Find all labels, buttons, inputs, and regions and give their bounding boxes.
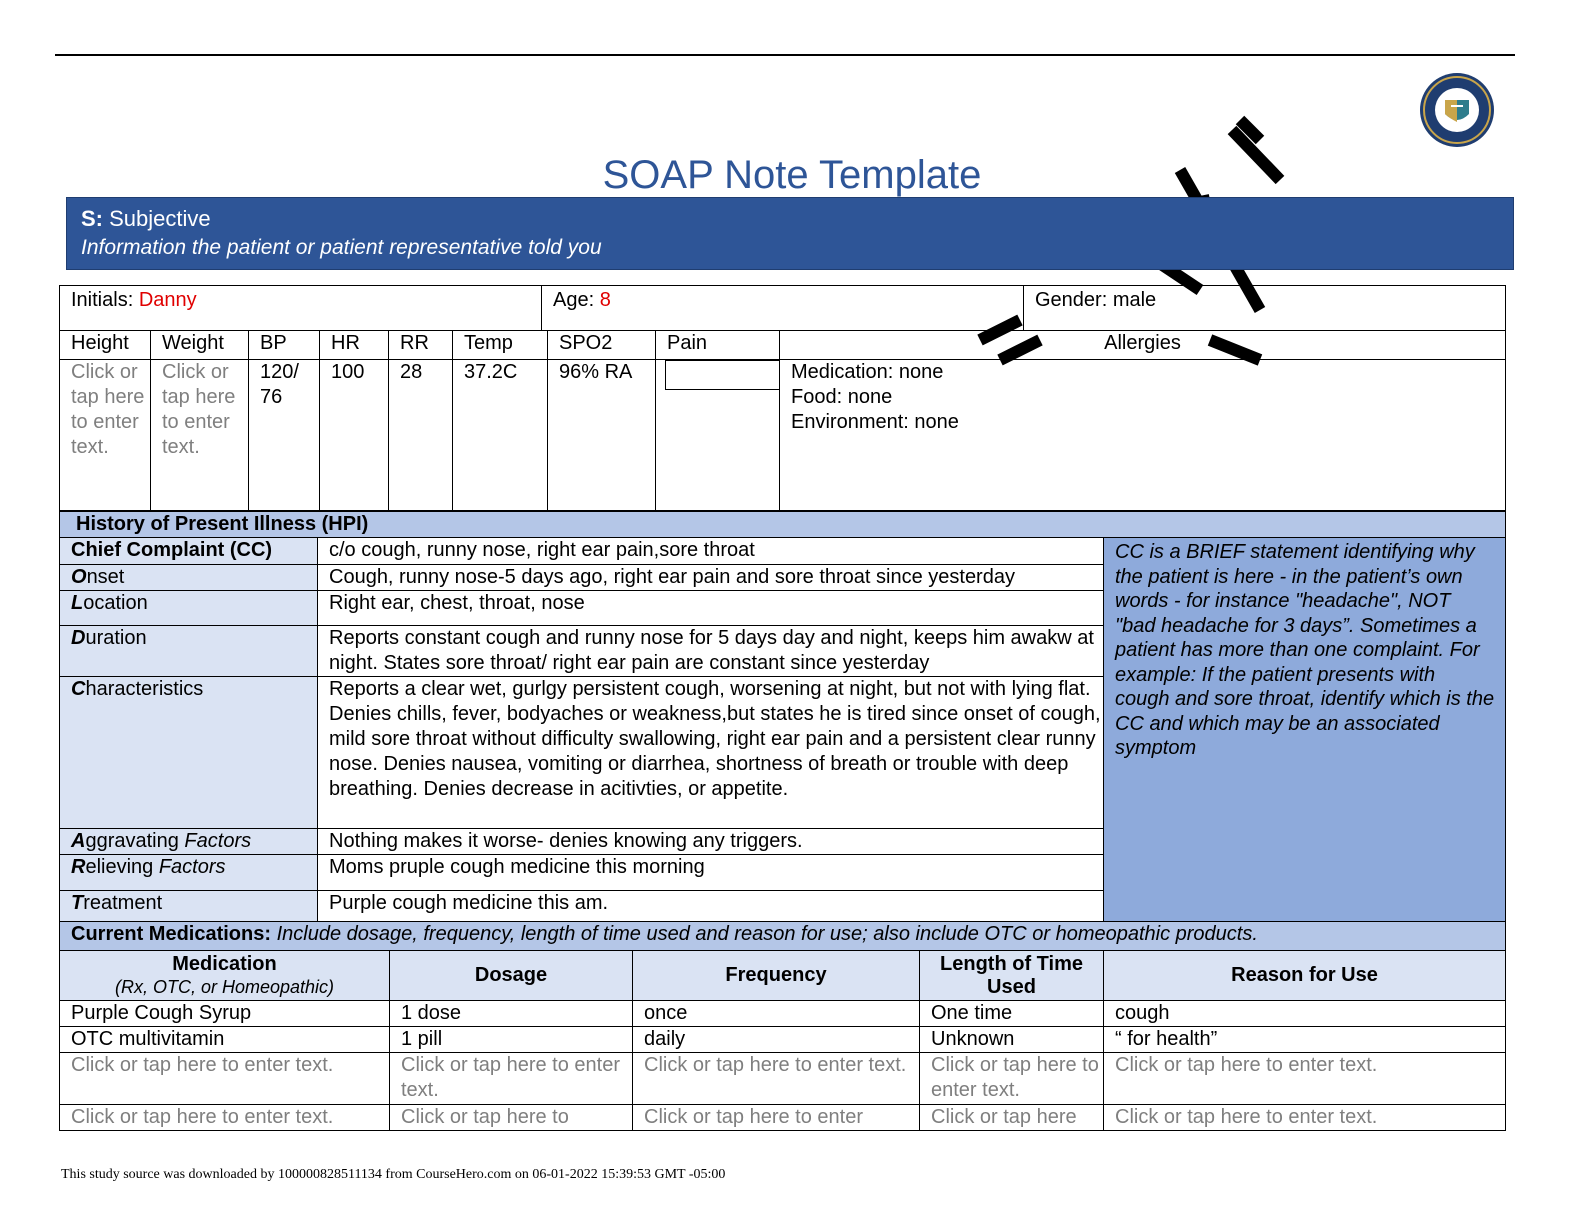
vitals-table	[59, 330, 1506, 511]
initials-field[interactable]: Initials: Danny	[60, 286, 542, 331]
allergies-value[interactable]	[780, 360, 1506, 511]
aggravating-value[interactable]: Nothing makes it worse- denies knowing any triggers.	[318, 829, 1104, 855]
medication-input[interactable]: Click or tap here to enter text.	[60, 1105, 390, 1131]
rr-header: RR	[389, 331, 453, 360]
duration-value[interactable]: Reports constant cough and runny nose for 5 days day and night, keeps him awakw at night. States sore throat/ right ear pain are constant since yesterday	[318, 626, 1104, 677]
top-rule	[55, 54, 1515, 56]
initials-value: Danny	[138, 289, 197, 311]
table-row	[60, 1001, 1506, 1027]
length-input[interactable]: Click or tap here to enter text.	[920, 1053, 1104, 1105]
relieving-value[interactable]: Moms pruple cough medicine this morning	[318, 855, 1104, 891]
reason-input[interactable]: Click or tap here to enter text.	[1104, 1105, 1506, 1131]
weight-input[interactable]: Click or tap here to enter text.	[151, 360, 249, 511]
reason-cell[interactable]: “ for health”	[1104, 1027, 1506, 1053]
medication-cell[interactable]: OTC multivitamin	[60, 1027, 390, 1053]
aggravating-label: Aggravating Factors	[60, 829, 318, 855]
dosage-input[interactable]: Click or tap here to	[390, 1105, 633, 1131]
rr-value[interactable]: 28	[389, 360, 453, 511]
bp-header: BP	[249, 331, 320, 360]
dosage-input[interactable]: Click or tap here to enter text.	[390, 1053, 633, 1105]
spo2-header: SPO2	[548, 331, 656, 360]
page-title: SOAP Note Template	[602, 153, 982, 197]
treatment-label: Treatment	[60, 891, 318, 922]
download-footer: This study source was downloaded by 100000828511134 from CourseHero.com on 06-01-2022 15:39:53 GMT -05:00	[61, 1167, 726, 1182]
section-heading: Subjective	[109, 206, 211, 231]
allergies-header: Allergies	[780, 331, 1506, 360]
university-seal-logo	[1419, 72, 1495, 148]
reason-column-header: Reason for Use	[1104, 951, 1506, 1001]
gender-value: male	[1112, 289, 1157, 311]
dosage-cell[interactable]: 1 pill	[390, 1027, 633, 1053]
section-description: Information the patient or patient representative told you	[81, 236, 602, 259]
hpi-table	[59, 511, 1506, 922]
pain-header: Pain	[656, 331, 780, 360]
table-row	[60, 1053, 1506, 1105]
duration-label: Duration	[60, 626, 318, 677]
location-label: Location	[60, 591, 318, 626]
cc-guidance-note: CC is a BRIEF statement identifying why the patient is here - in the patient’s own words - for instance "headache", NOT "bad headache for 3 days”. Sometimes a patient has more than one complaint. For example: If the patient presents with cough and sore throat, identify which is the CC and which may be an associated symptom	[1104, 538, 1506, 922]
height-input[interactable]: Click or tap here to enter text.	[60, 360, 151, 511]
table-row	[60, 1027, 1506, 1053]
pain-input[interactable]	[665, 360, 780, 390]
length-cell[interactable]: One time	[920, 1001, 1104, 1027]
characteristics-value[interactable]: Reports a clear wet, gurlgy persistent cough, worsening at night, but not with lying flat. Denies chills, fever, bodyaches or weakness,but states he is tired since onset of cough, mild sore throat without difficulty swallowing, right ear pain and a persistent clear runny nose. Denies nausea, vomiting or diarrhea, shortness of breath or trouble with deep breathing. Denies decrease in acitivties, or appetite.	[318, 677, 1104, 829]
location-value[interactable]: Right ear, chest, throat, nose	[318, 591, 1104, 626]
temp-header: Temp	[453, 331, 548, 360]
bp-value[interactable]: 120/ 76	[249, 360, 320, 511]
onset-value[interactable]: Cough, runny nose-5 days ago, right ear pain and sore throat since yesterday	[318, 565, 1104, 591]
pain-cell	[656, 360, 780, 511]
length-column-header: Length of Time Used	[920, 951, 1104, 1001]
frequency-column-header: Frequency	[633, 951, 920, 1001]
allergy-food: Food: none	[791, 386, 893, 408]
cc-value[interactable]: c/o cough, runny nose, right ear pain,sore throat	[318, 538, 1104, 565]
hr-value[interactable]: 100	[320, 360, 389, 511]
hr-header: HR	[320, 331, 389, 360]
age-field[interactable]: Age: 8	[542, 286, 1024, 331]
medications-table	[59, 921, 1506, 1131]
section-letter: S:	[81, 206, 103, 231]
allergy-medication: Medication: none	[791, 361, 944, 383]
reason-cell[interactable]: cough	[1104, 1001, 1506, 1027]
patient-info-table	[59, 285, 1506, 331]
dosage-column-header: Dosage	[390, 951, 633, 1001]
relieving-label: Relieving Factors	[60, 855, 318, 891]
medications-heading: Current Medications: Include dosage, frequency, length of time used and reason for use; also include OTC or homeopathic products.	[60, 922, 1506, 951]
frequency-cell[interactable]: once	[633, 1001, 920, 1027]
length-cell[interactable]: Unknown	[920, 1027, 1104, 1053]
hpi-heading: History of Present Illness (HPI)	[60, 512, 1506, 538]
medication-cell[interactable]: Purple Cough Syrup	[60, 1001, 390, 1027]
medication-input[interactable]: Click or tap here to enter text.	[60, 1053, 390, 1105]
frequency-cell[interactable]: daily	[633, 1027, 920, 1053]
height-header: Height	[60, 331, 151, 360]
frequency-input[interactable]: Click or tap here to enter text.	[633, 1053, 920, 1105]
table-row	[60, 1105, 1506, 1131]
characteristics-label: Characteristics	[60, 677, 318, 829]
subjective-banner	[66, 197, 1514, 270]
length-input[interactable]: Click or tap here	[920, 1105, 1104, 1131]
allergy-environment: Environment: none	[791, 411, 959, 433]
frequency-input[interactable]: Click or tap here to enter	[633, 1105, 920, 1131]
reason-input[interactable]: Click or tap here to enter text.	[1104, 1053, 1506, 1105]
treatment-value[interactable]: Purple cough medicine this am.	[318, 891, 1104, 922]
cc-label: Chief Complaint (CC)	[60, 538, 318, 565]
medication-column-header: Medication (Rx, OTC, or Homeopathic)	[60, 951, 390, 1001]
temp-value[interactable]: 37.2C	[453, 360, 548, 511]
weight-header: Weight	[151, 331, 249, 360]
age-value: 8	[599, 289, 611, 311]
dosage-cell[interactable]: 1 dose	[390, 1001, 633, 1027]
spo2-value[interactable]: 96% RA	[548, 360, 656, 511]
onset-label: Onset	[60, 565, 318, 591]
gender-field[interactable]: Gender: male	[1024, 286, 1506, 331]
